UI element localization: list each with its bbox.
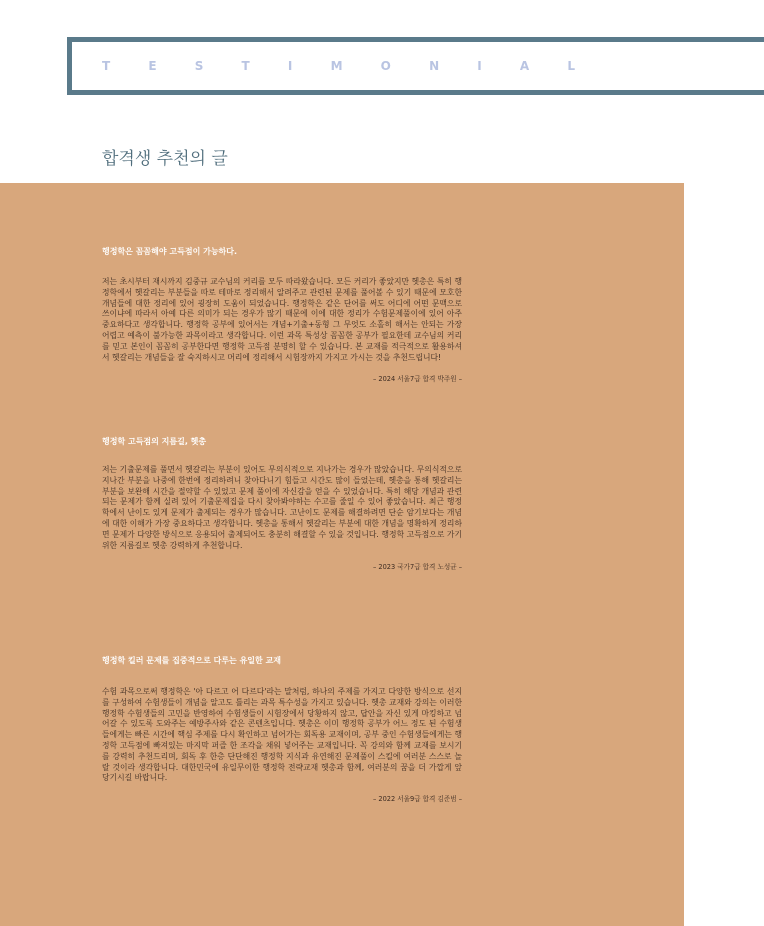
testimonial-heading: 행정학 킬러 문제를 집중적으로 다루는 유일한 교재 xyxy=(102,656,281,665)
testimonial-signature: – 2022 서울9급 합격 김준범 – xyxy=(372,795,462,804)
testimonial-heading: 행정학은 꼼꼼해야 고득점이 가능하다. xyxy=(102,247,238,256)
testimonial-heading: 행정학 고득점의 지름길, 헷총 xyxy=(102,437,207,446)
testimonial-body: 저는 초시부터 재시까지 김중규 교수님의 커리를 모두 따라왔습니다. 모든 커리가 좋았지만 헷총은 특히 행정학에서 헷갈리는 부분들을 따로 테마로 정리해서 알려주고 관련된 문제를 풀어볼 수 있기 때문에 모호한 개념들에 대한 정리에 있어 굉장히 도움이 되었습니다. 행정학은 같은 단어를 써도 어디에 어떤 문맥으로 쓰이냐에 따라서 아예 다른 의미가 되는 경우가 많기 때문에 이에 대한 정리가 수험문제풀이에 있어 아주 중요하다고 생각합니다. 행정학 공부에 있어서는 개념+기출+동형 그 무엇도 소홀히 해서는 안되는 가장 어렵고 예측이 불가능한 과목이라고 생각합니다. 이런 과목 특성상 꼼꼼한 공부가 필요한데 교수님의 커리를 믿고 본인이 꼼꼼히 공부한다면 행정학 고득점 분명히 할 수 있습니다. 본 교재를 적극적으로 활용하셔서 헷갈리는 개념들을 잘 숙지하시고 머리에 정리해서 시험장까지 가지고 가시는 것을 추천드립니다! xyxy=(102,277,462,362)
testimonial-item xyxy=(102,655,462,803)
testimonial-signature: – 2024 서울7급 합격 박주원 – xyxy=(372,375,462,384)
testimonial-item xyxy=(102,436,462,571)
testimonial-signature: – 2023 국가7급 합격 노성균 – xyxy=(372,563,462,572)
testimonial-item xyxy=(102,246,462,383)
testimonials-panel xyxy=(0,183,684,926)
testimonial-header-frame xyxy=(67,37,764,95)
testimonial-body: 수험 과목으로써 행정학은 '아 다르고 어 다르다'라는 말처럼, 하나의 주제를 가지고 다양한 방식으로 선지를 구성하여 수험생들이 개념을 알고도 틀리는 과목 특수성을 가지고 있습니다. 헷총 교재와 강의는 이러한 행정학 수험생들의 고민을 반영하여 수험생들이 시험장에서 당황하지 않고, 답안을 자신 있게 마킹하고 넘어갈 수 있도록 도와주는 예방주사와 같은 콘텐츠입니다. 헷총은 이미 행정학 공부가 어느 정도 된 수험생들에게는 빠른 시간에 핵심 주제를 다시 확인하고 넘어가는 회독용 교재이며, 공부 중인 수험생들에게는 행정학 고득점에 빠져있는 마지막 퍼즐 한 조각을 채워 넣어주는 교재입니다. 꼭 강의와 함께 교재를 보시기를 강력히 추천드리며, 회독 후 한층 단단해진 행정학 지식과 유연해진 문제풀이 스킬에 여러분 스스로 놀랄 것이라 생각합니다. 대한민국에 유일무이한 행정학 전략교재 헷총과 함께, 여러분의 꿈을 더 가깝게 앞당기시길 바랍니다. xyxy=(102,687,462,783)
testimonial-body: 저는 기출문제를 풀면서 헷갈리는 부분이 있어도 무의식적으로 지나가는 경우가 많았습니다. 무의식적으로 지나간 부분을 나중에 한번에 정리하려니 찾아다니기 힘들고 시간도 많이 들었는데, 헷총을 통해 헷갈리는 부분을 보완해 시간을 절약할 수 있었고 문제 풀이에 자신감을 얻을 수 있었습니다. 특히 해당 개념과 관련되는 문제가 함께 실려 있어 기출문제집을 다시 찾아봐야하는 수고를 줄일 수 있어 좋았습니다. 최근 행정학에서 난이도 있게 문제가 출제되는 경우가 많습니다. 고난이도 문제를 해결하려면 단순 암기보다는 개념에 대한 이해가 가장 중요하다고 생각합니다. 헷총을 통해서 헷갈리는 부분에 대한 개념을 명확하게 정리하면 문제가 다양한 방식으로 응용되어 출제되어도 충분히 해결할 수 있을 것입니다. 행정학 고득점으로 가기위한 지름길로 헷총 강력하게 추천합니다. xyxy=(102,465,462,550)
page-title: 합격생 추천의 글 xyxy=(102,149,228,169)
section-label: T E S T I M O N I A L xyxy=(102,59,593,73)
